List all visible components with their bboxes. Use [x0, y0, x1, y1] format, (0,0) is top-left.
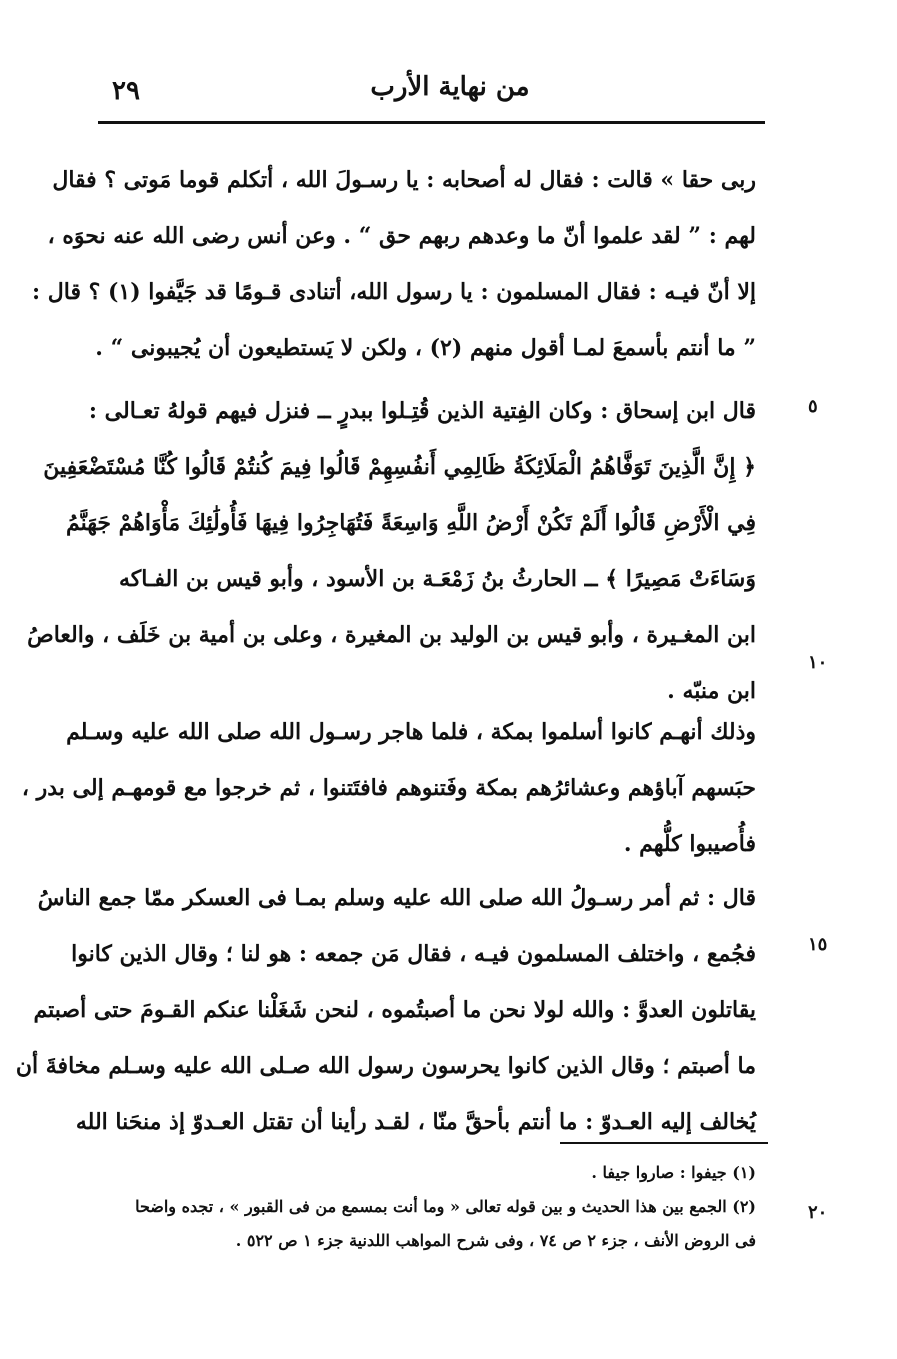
quran-verse-line: فِي الْأَرْضِ قَالُوا أَلَمْ تَكُنْ أَرْضُ اللَّهِ وَاسِعَةً فَتُهَاجِرُوا فِيهَا فَأُولَٰئِكَ مَأْوَاهُمْ جَهَنَّمُ — [65, 510, 756, 536]
header-divider — [98, 121, 765, 124]
margin-line-number: ٥ — [808, 396, 818, 417]
text-line: ما أصبتم ؛ وقال الذين كانوا يحرسون رسول الله صـلى الله عليه وسـلم مخافةَ أن — [15, 1053, 756, 1079]
text-line: قال : ثم أمر رسـولُ الله صلى الله عليه وسلم بمـا فى العسكر ممّا جمع الناسُ — [37, 885, 756, 911]
text-line: يقاتلون العدوَّ : والله لولا نحن ما أصبتُموه ، لنحن شَغَلْنا عنكم القـومَ حتى أصبتم — [33, 997, 756, 1023]
text-line: فجُمع ، واختلف المسلمون فيـه ، فقال مَن جمعه : هو لنا ؛ وقال الذين كانوا — [71, 941, 756, 967]
text-line: قال ابن إسحاق : وكان الفِتية الذين قُتِـلوا ببدرٍ ــ فنزل فيهم قولهُ تعـالى : — [88, 398, 756, 424]
quran-verse-line: ﴿ إِنَّ الَّذِينَ تَوَفَّاهُمُ الْمَلَائِكَةُ ظَالِمِي أَنفُسِهِمْ قَالُوا فِيمَ كُنتُمْ قَالُوا كُنَّا مُسْتَضْعَفِينَ — [43, 454, 756, 480]
footnotes — [108, 1156, 756, 1258]
footnote-divider — [560, 1142, 768, 1144]
margin-line-number: ٢٠ — [808, 1202, 828, 1223]
text-line: وذلك أنهـم كانوا أسلموا بمكة ، فلما هاجر رسـول الله صلى الله عليه وسـلم — [66, 719, 756, 745]
text-line: حبَسهم آباؤهم وعشائرُهم بمكة وفَتنوهم فافتَتنوا ، ثم خرجوا مع قومهـم إلى بدر ، — [21, 775, 756, 801]
text-line: ابن المغـيرة ، وأبو قيس بن الوليد بن المغيرة ، وعلى بن أمية بن خَلَف ، والعاصُ — [27, 622, 756, 648]
paragraph-3 — [21, 704, 756, 872]
text-line: يُخالف إليه العـدوّ : ما أنتم بأحقَّ منّا ، لقـد رأينا أن تقتل العـدوّ إذ منحَنا الله — [75, 1109, 756, 1135]
paragraph-2 — [27, 383, 756, 719]
paragraph-1 — [32, 152, 756, 376]
text-line: ” ما أنتم بأسمعَ لمـا أقول منهم (٢) ، ولكن لا يَستطيعون أن يُجيبونى “ . — [95, 335, 756, 361]
text-line: إلا أنّ فيـه : فقال المسلمون : يا رسول الله، أتنادى قـومًا قد جَيَّفوا (١) ؟ قال : — [32, 279, 756, 305]
footnote-2: (٢) الجمع بين هذا الحديث و بين قوله تعالى « وما أنت بمسمع من فى القبور » ، تجده واضحا — [135, 1197, 756, 1216]
text-line: ابن منبّه . — [667, 678, 756, 704]
paragraph-4 — [15, 870, 756, 1150]
margin-line-number: ١٥ — [808, 934, 828, 955]
page-number: ٢٩ — [112, 76, 140, 106]
text-line: ربى حقا » قالت : فقال له أصحابه : يا رسـولَ الله ، أتكلم قوما مَوتى ؟ فقال — [52, 167, 756, 193]
footnote-2-continued: فى الروض الأنف ، جزء ٢ ص ٧٤ ، وفى شرح المواهب اللدنية جزء ١ ص ٥٢٢ . — [235, 1231, 756, 1250]
footnote-1: (١) جيفوا : صاروا جيفا . — [591, 1163, 756, 1182]
text-line: فأُصيبوا كلُّهم . — [623, 831, 756, 857]
text-line: لهم : ” لقد علموا أنّ ما وعدهم ربهم حق “ . وعن أنس رضى الله عنه نحوَه ، — [47, 223, 756, 249]
text-line: وَسَاءَتْ مَصِيرًا ﴾ ــ الحارثُ بنُ زَمْعَـة بن الأسود ، وأبو قيس بن الفـاكه — [119, 566, 756, 592]
running-header-title: من نهاية الأرب — [370, 72, 530, 102]
margin-line-number: ١٠ — [808, 652, 828, 673]
